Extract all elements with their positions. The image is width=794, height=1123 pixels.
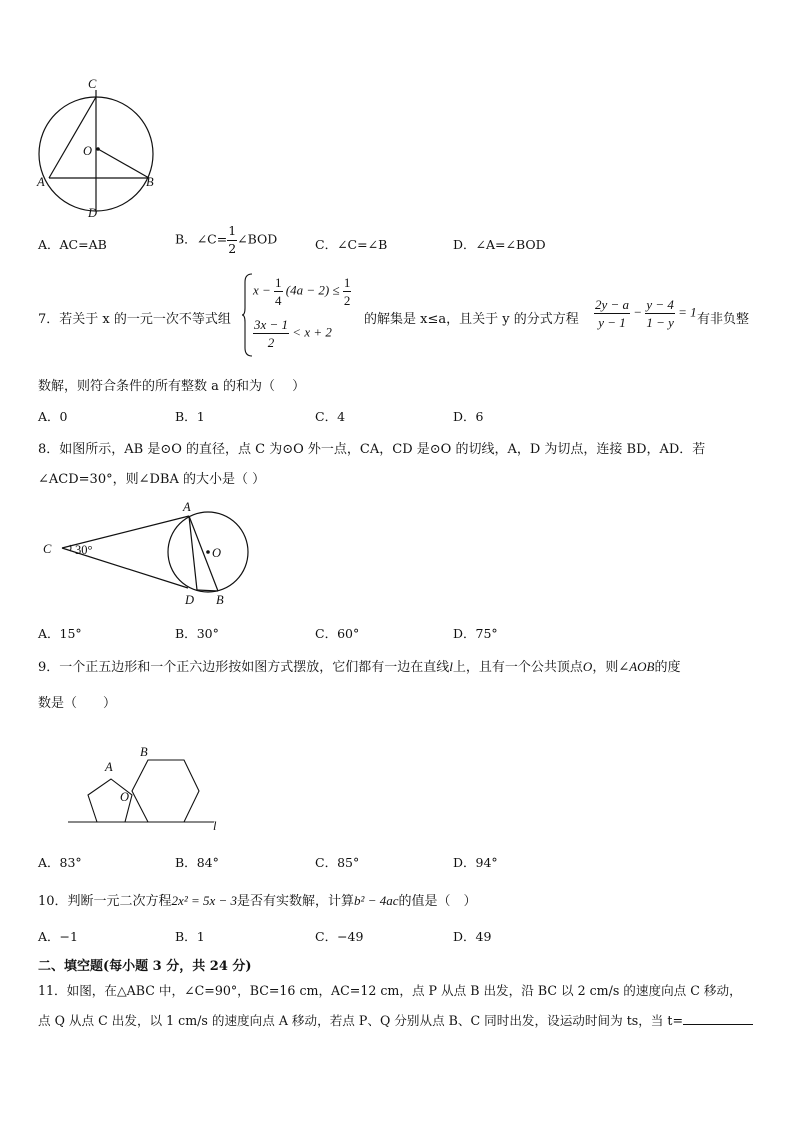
q8-line2: ∠ACD=30°，则∠DBA 的大小是（ ） — [38, 472, 266, 487]
label-A: A — [37, 175, 45, 189]
frac-half: $\frac{1}{2}$ — [228, 223, 237, 256]
section-title: 二、填空题(每小题 3 分，共 24 分) — [38, 959, 252, 974]
label-O: O — [212, 546, 222, 560]
label-D: D — [88, 206, 98, 220]
q6-option-a: A．AC=AB — [38, 237, 107, 252]
q7-tail: 有非负整 — [697, 312, 750, 327]
label-B: B — [216, 593, 224, 607]
q10-line: 10．判断一元二次方程2x² = 5x − 3是否有实数解，计算b² − 4ac的值是（ ） — [38, 893, 477, 909]
q9-option-c: C．85° — [315, 855, 360, 870]
q8-option-c: C．60° — [315, 626, 360, 641]
label-C: C — [88, 77, 97, 91]
q10-option-a: A．−1 — [38, 929, 78, 944]
q9-option-b: B．84° — [175, 855, 219, 870]
label-D: D — [185, 593, 195, 607]
q7-line2: 数解，则符合条件的所有整数 a 的和为（ ） — [38, 379, 306, 394]
q9-option-d: D．94° — [453, 855, 498, 870]
label-C: C — [43, 542, 52, 556]
q7-option-d: D．6 — [453, 409, 484, 424]
answer-blank[interactable] — [683, 1012, 753, 1025]
q7-option-a: A．0 — [38, 409, 68, 424]
q10-option-c: C．−49 — [315, 929, 364, 944]
q8-option-a: A．15° — [38, 626, 82, 641]
label-O: O — [83, 144, 93, 158]
q11-line1: 11．如图，在△ABC 中，∠C=90°，BC=16 cm，AC=12 cm，点 P 从点 B 出发，沿 BC 以 2 cm/s 的速度向点 C 移动， — [38, 983, 742, 998]
q6-circle-figure — [28, 76, 158, 220]
q6-option-d: D．∠A=∠BOD — [453, 237, 546, 252]
q9-line2: 数是（ ） — [38, 696, 117, 711]
label-A: A — [183, 500, 191, 514]
q7-option-b: B．1 — [175, 409, 205, 424]
q10-option-b: B．1 — [175, 929, 205, 944]
label-angle: 30° — [75, 543, 93, 557]
label-A: A — [105, 760, 113, 774]
label-l: l — [213, 819, 217, 833]
q11-line2: 点 Q 从点 C 出发，以 1 cm/s 的速度向点 A 移动，若点 P、Q 分别从点 B、C 同时出发，设运动时间为 ts，当 t= — [38, 1010, 753, 1029]
q7-option-c: C．4 — [315, 409, 346, 424]
q10-option-d: D．49 — [453, 929, 492, 944]
q6-option-b: B．∠C= $\frac{1}{2}$ ∠BOD — [175, 223, 278, 256]
label-O: O — [120, 790, 130, 804]
label-B: B — [140, 745, 148, 759]
q7-inequality-2: $\frac{3x - 1}{2}$ < x + 2 — [254, 317, 332, 350]
q7-equation: $\frac{2y - a}{y - 1}$ − $\frac{y - 4}{1 - y}$ = 1 — [595, 297, 697, 330]
q9-line1: 9．一个正五边形和一个正六边形按如图方式摆放，它们都有一边在直线l上，且有一个公共顶点O，则∠AOB的度 — [38, 659, 681, 675]
q10-equation: 2x² = 5x − 3 — [171, 893, 238, 908]
q10-discriminant: b² − 4ac — [354, 893, 399, 908]
q8-option-d: D．75° — [453, 626, 498, 641]
q7-inequality-1: x − $\frac{1}{4}$ (4a − 2) ≤ $\frac{1}{2}$ — [253, 275, 351, 308]
q9-option-a: A．83° — [38, 855, 82, 870]
q7-mid: 的解集是 x≤a，且关于 y 的分式方程 — [364, 312, 579, 327]
q8-tangent-figure — [40, 500, 260, 610]
q8-option-b: B．30° — [175, 626, 219, 641]
q7-lead: 7．若关于 x 的一元一次不等式组 — [38, 312, 231, 327]
q6-option-c: C．∠C=∠B — [315, 237, 388, 252]
label-B: B — [146, 175, 154, 189]
q9-polygon-figure — [66, 742, 246, 842]
q8-line1: 8．如图所示，AB 是⊙O 的直径，点 C 为⊙O 外一点，CA，CD 是⊙O 的切线，A，D 为切点，连接 BD，AD．若 — [38, 442, 706, 457]
